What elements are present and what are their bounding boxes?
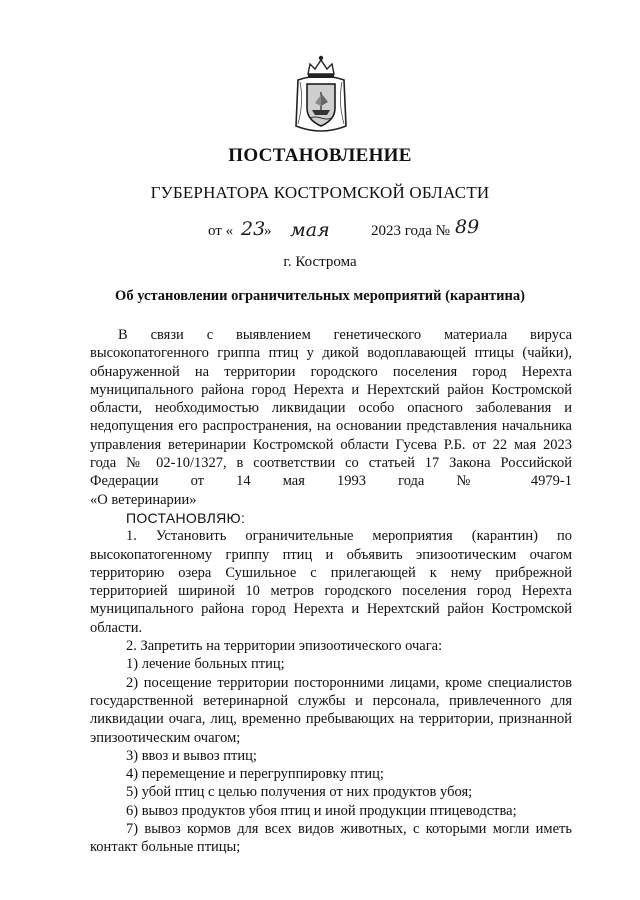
sub-item: 6) вывоз продуктов убоя птиц и иной продукции птицеводства;: [126, 802, 517, 819]
item-1: 1. Установить ограничительные мероприятия (карантин) по высокопатогенному гриппу птиц и объявить эпизоотическим очагом территорию озера Сушильное с прилегающей к нему прибрежной территорией шириной 10 метров городского поселения город Нерехта муниципального района город Нерехта и Нерехтский район Костромской области.: [90, 528, 572, 636]
date-mid: »: [264, 223, 272, 239]
date-year-text: 2023 года №: [371, 223, 450, 239]
coat-of-arms-emblem: [290, 52, 352, 136]
handwritten-number: 89: [455, 216, 480, 238]
handwritten-day: 23: [241, 218, 266, 240]
date-line: [208, 218, 508, 246]
sub-item: 3) ввоз и вывоз птиц;: [126, 747, 257, 764]
handwritten-month: мая: [290, 219, 330, 241]
date-prefix: от «: [208, 223, 234, 239]
preamble-law-name: «О ветеринарии»: [90, 491, 197, 508]
document-body: [90, 326, 572, 857]
decree-word: ПОСТАНОВЛЯЮ:: [126, 509, 246, 526]
sub-item: 1) лечение больных птиц;: [126, 656, 285, 673]
city-line: г. Кострома: [283, 254, 357, 270]
document-title: ПОСТАНОВЛЕНИЕ: [228, 145, 412, 166]
sub-item: 7) вывоз кормов для всех видов животных, с которыми могли иметь контакт больные птицы;: [90, 821, 572, 856]
sub-item: 2) посещение территории посторонними лицами, кроме специалистов государственной ветеринарной службы и персонала, привлеченного для ликвидации очага, лиц, временно пребывающих на территории, признанной эпизоотическим очагом;: [90, 674, 572, 746]
item-2: 2. Запретить на территории эпизоотического очага:: [126, 638, 443, 655]
preamble-paragraph: В связи с выявлением генетического материала вируса высокопатогенного гриппа птиц у дикой водоплавающей птицы (чайки), обнаруженной на территории городского поселения город Нерехта муниципального района город Нерехта и Нерехтский район Костромской области, необходимостью ликвидации особо опасного заболевания и недопущения его распространения, на основании представления начальника управления ветеринарии Костромской области Гусева Р.Б. от 22 мая 2023 года № 02-10/1327, в соответствии со статьей 17 Закона Российской Федерации от 14 мая 1993 года № 4979-1: [90, 327, 572, 490]
sub-item: 5) убой птиц с целью получения от них продуктов убоя;: [126, 784, 473, 801]
sub-item: 4) перемещение и перегруппировку птиц;: [126, 766, 384, 783]
issuing-authority: ГУБЕРНАТОРА КОСТРОМСКОЙ ОБЛАСТИ: [150, 183, 490, 202]
document-subject: Об установлении ограничительных мероприятий (карантина): [115, 288, 525, 304]
